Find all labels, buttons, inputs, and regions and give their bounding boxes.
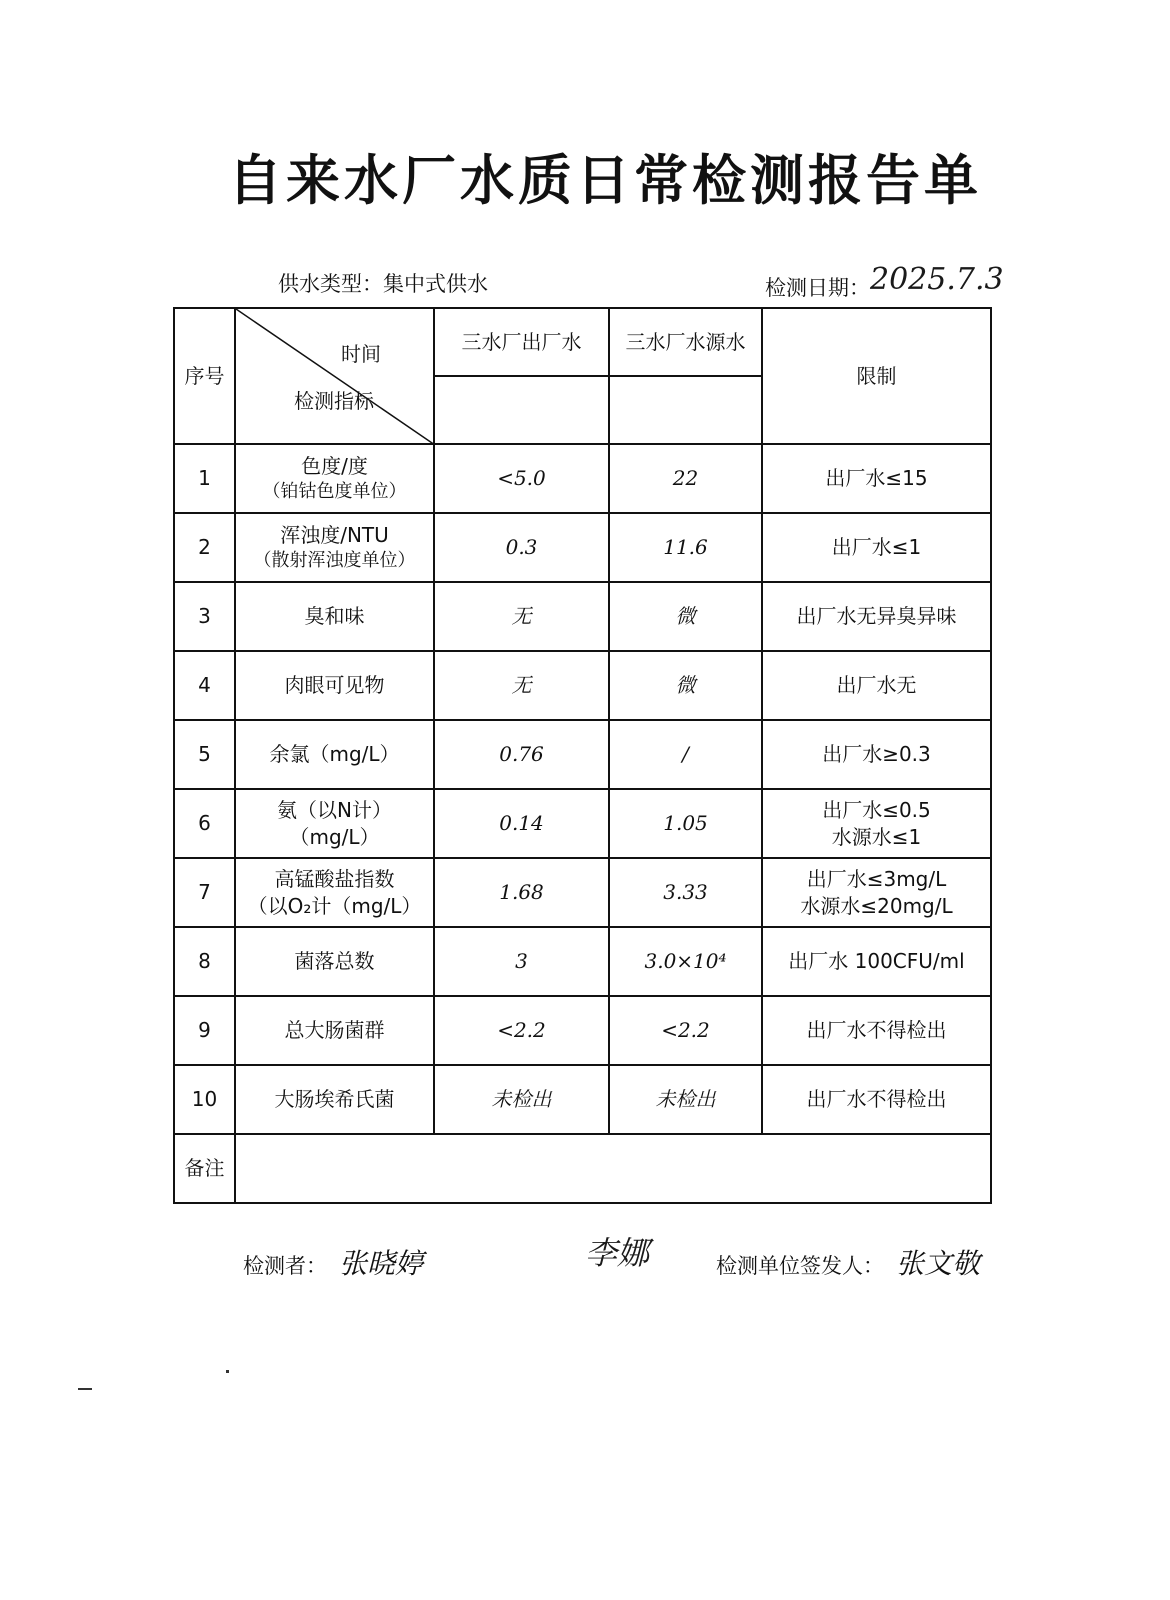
value-source: 微 xyxy=(609,582,762,651)
row-no: 9 xyxy=(174,996,235,1065)
supply-type-value: 集中式供水 xyxy=(383,272,488,296)
time-header: 时间 xyxy=(341,342,381,366)
row-no: 5 xyxy=(174,720,235,789)
value-source: / xyxy=(609,720,762,789)
row-indicator xyxy=(235,444,434,513)
remarks-value xyxy=(235,1134,991,1203)
row-indicator xyxy=(235,789,434,858)
report-title: 自来水厂水质日常检测报告单 xyxy=(228,149,982,212)
table-row xyxy=(174,858,991,927)
tester-signature: 张晓婷 xyxy=(339,1247,424,1280)
value-source: 11.6 xyxy=(609,513,762,582)
value-effluent: <2.2 xyxy=(434,996,609,1065)
tester-block xyxy=(243,1242,423,1282)
value-source: 1.05 xyxy=(609,789,762,858)
limit-line1: 出厂水不得检出 xyxy=(806,1087,947,1111)
row-no: 3 xyxy=(174,582,235,651)
value-effluent: 0.76 xyxy=(434,720,609,789)
table-row xyxy=(174,513,991,582)
limit-cell xyxy=(762,927,991,996)
seq-header: 序号 xyxy=(174,308,235,444)
second-signature: 李娜 xyxy=(585,1234,650,1272)
indicator-name: 余氯（mg/L） xyxy=(269,742,400,766)
supply-type xyxy=(278,268,488,298)
value-effluent: 1.68 xyxy=(434,858,609,927)
issuer-signature: 张文敬 xyxy=(896,1247,981,1280)
diagonal-line xyxy=(236,309,435,445)
indicator-unit: （散射浑浊度单位） xyxy=(253,549,416,571)
value-source: 3.0×10⁴ xyxy=(609,927,762,996)
limit-line1: 出厂水≤1 xyxy=(831,535,922,559)
row-no: 8 xyxy=(174,927,235,996)
indicator-name: 总大肠菌群 xyxy=(284,1018,385,1042)
value-effluent: 0.3 xyxy=(434,513,609,582)
limit-cell xyxy=(762,651,991,720)
col2-sub-empty xyxy=(609,376,762,444)
limit-line1: 出厂水 100CFU/ml xyxy=(788,949,965,973)
issuer-label: 检测单位签发人： xyxy=(716,1254,884,1278)
limit-cell xyxy=(762,1065,991,1134)
limit-line1: 出厂水≤0.5 xyxy=(822,797,931,822)
col2-header: 三水厂水源水 xyxy=(609,308,762,376)
value-source: <2.2 xyxy=(609,996,762,1065)
table-row xyxy=(174,1065,991,1134)
supply-type-label: 供水类型： xyxy=(278,272,383,296)
report-table xyxy=(173,307,992,1204)
limit-line1: 出厂水无异臭异味 xyxy=(796,604,957,628)
value-effluent: 3 xyxy=(434,927,609,996)
remarks-label: 备注 xyxy=(174,1134,235,1203)
table-row xyxy=(174,651,991,720)
remarks-row xyxy=(174,1134,991,1203)
row-indicator xyxy=(235,858,434,927)
limit-line1: 出厂水≤15 xyxy=(825,466,928,490)
test-date-label: 检测日期： xyxy=(765,276,870,300)
row-indicator xyxy=(235,582,434,651)
indicator-unit: （mg/L） xyxy=(289,824,380,849)
limit-cell xyxy=(762,858,991,927)
limit-cell xyxy=(762,720,991,789)
limit-line2: 水源水≤20mg/L xyxy=(800,893,953,918)
limit-line1: 出厂水≥0.3 xyxy=(822,742,931,766)
limit-line2: 水源水≤1 xyxy=(831,824,922,849)
col1-header: 三水厂出厂水 xyxy=(434,308,609,376)
row-indicator xyxy=(235,720,434,789)
indicator-name: 高锰酸盐指数 xyxy=(274,866,395,891)
table-row xyxy=(174,996,991,1065)
indicator-header: 检测指标 xyxy=(294,389,374,413)
limit-cell xyxy=(762,513,991,582)
scan-speck xyxy=(226,1370,229,1373)
value-effluent: 无 xyxy=(434,651,609,720)
table-row xyxy=(174,927,991,996)
value-effluent: <5.0 xyxy=(434,444,609,513)
table-row xyxy=(174,582,991,651)
value-effluent: 未检出 xyxy=(434,1065,609,1134)
diagonal-header-cell xyxy=(235,308,434,444)
row-no: 6 xyxy=(174,789,235,858)
limit-cell xyxy=(762,996,991,1065)
value-source: 3.33 xyxy=(609,858,762,927)
row-indicator xyxy=(235,651,434,720)
scan-speck xyxy=(78,1388,92,1390)
indicator-name: 大肠埃希氏菌 xyxy=(274,1087,395,1111)
test-date-value: 2025.7.3 xyxy=(870,262,1004,297)
row-no: 2 xyxy=(174,513,235,582)
indicator-name: 浑浊度/NTU xyxy=(280,522,389,547)
row-indicator xyxy=(235,927,434,996)
issuer-block xyxy=(716,1242,980,1282)
test-date xyxy=(765,262,1004,303)
table-row xyxy=(174,789,991,858)
table-row xyxy=(174,720,991,789)
value-source: 22 xyxy=(609,444,762,513)
value-source: 微 xyxy=(609,651,762,720)
indicator-name: 肉眼可见物 xyxy=(284,673,385,697)
value-effluent: 0.14 xyxy=(434,789,609,858)
tester-label: 检测者： xyxy=(243,1254,327,1278)
row-no: 10 xyxy=(174,1065,235,1134)
indicator-name: 氨（以N计） xyxy=(277,797,392,822)
row-no: 7 xyxy=(174,858,235,927)
limit-header: 限制 xyxy=(762,308,991,444)
value-effluent: 无 xyxy=(434,582,609,651)
col1-sub-empty xyxy=(434,376,609,444)
row-indicator xyxy=(235,1065,434,1134)
indicator-unit: （以O₂计（mg/L） xyxy=(247,893,422,918)
row-indicator xyxy=(235,996,434,1065)
limit-cell xyxy=(762,789,991,858)
value-source: 未检出 xyxy=(609,1065,762,1134)
limit-line1: 出厂水不得检出 xyxy=(806,1018,947,1042)
indicator-name: 菌落总数 xyxy=(294,949,375,973)
limit-line1: 出厂水≤3mg/L xyxy=(806,866,947,891)
limit-cell xyxy=(762,582,991,651)
row-no: 4 xyxy=(174,651,235,720)
row-indicator xyxy=(235,513,434,582)
indicator-unit: （铂钴色度单位） xyxy=(262,480,407,502)
indicator-name: 色度/度 xyxy=(301,453,368,478)
limit-line1: 出厂水无 xyxy=(836,673,917,697)
row-no: 1 xyxy=(174,444,235,513)
header-row xyxy=(174,308,991,376)
indicator-name: 臭和味 xyxy=(304,604,365,628)
table-row xyxy=(174,444,991,513)
limit-cell xyxy=(762,444,991,513)
